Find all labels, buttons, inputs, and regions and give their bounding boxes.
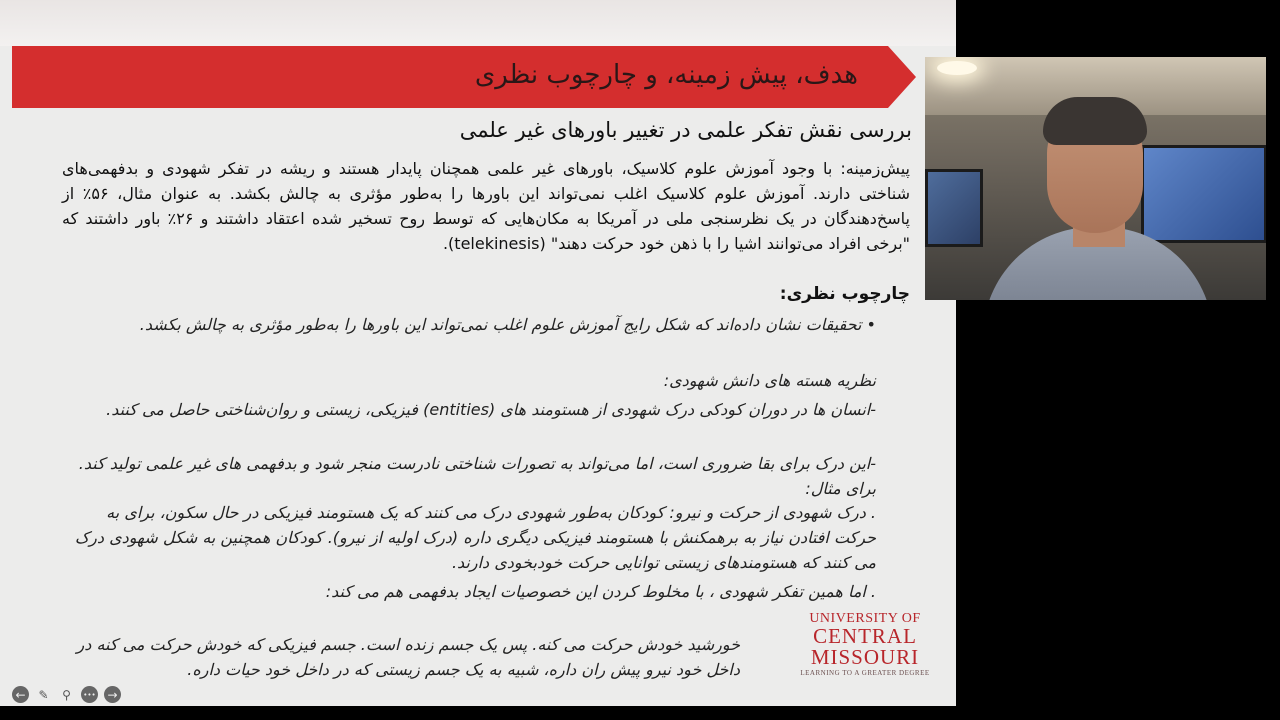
more-icon[interactable]: ••• — [81, 686, 98, 703]
core-knowledge-line-1: -انسان ها در دوران کودکی درک شهودی از هستومند های (entities) فیزیکی، زیستی و روان‌شناختی حاصل می کنند. — [106, 400, 876, 419]
logo-line-2a: CENTRAL — [813, 624, 917, 648]
presenter-hair — [1043, 97, 1147, 145]
webcam-right-screen — [1141, 145, 1266, 243]
framework-heading: چارچوب نظری: — [779, 284, 910, 304]
core-knowledge-line-2: -این درک برای بقا ضروری است، اما می‌تواند به تصورات شناختی نادرست منجر شود و بدفهمی های غیر علمی تولید کند. برای مثال: — [78, 454, 876, 498]
zoom-icon[interactable]: ⚲ — [62, 687, 71, 702]
sun-example: خورشید خودش حرکت می کنه. پس یک جسم زنده است. جسم فیزیکی که خودش حرکت می کنه در داخل خود نیرو پیش ران داره، شبیه به یک جسم زیستی که در داخل خود حیات داره. — [76, 635, 740, 679]
webcam-left-screen — [925, 169, 983, 247]
webcam-video — [925, 57, 1266, 300]
back-arrow-icon[interactable]: ← — [12, 686, 29, 703]
slide-header-pattern — [0, 0, 956, 46]
pen-icon[interactable]: ✎ — [38, 687, 49, 702]
example-misconception: . اما همین تفکر شهودی ، با مخلوط کردن این خصوصیات ایجاد بدفهمی هم می کند: — [325, 582, 876, 601]
logo-line-1: UNIVERSITY OF — [809, 611, 921, 626]
title-banner — [12, 46, 888, 108]
example-motion-force: . درک شهودی از حرکت و نیرو: کودکان به‌طور شهودی درک می کنند که یک هستومند فیزیکی در حال سکون، برای به حرکت افتادن نیاز به برهمکنش با هستومند فیزیکی دیگری داره (درک اولیه از نیرو). کودکان همچنین به شکل شهودی درک می کنند که هستومندهای زیستی توانایی حرکت خودبخودی دارند. — [74, 503, 876, 572]
slide-title: هدف، پیش زمینه، و چارچوب نظری — [474, 60, 858, 90]
webcam-lamp — [937, 61, 977, 75]
slide-subtitle: بررسی نقش تفکر علمی در تغییر باورهای غیر علمی — [459, 118, 912, 142]
background-paragraph: پیش‌زمینه: با وجود آموزش علوم کلاسیک، باورهای غیر علمی همچنان پایدار هستند و ریشه در تفکر شهودی و بدفهمی‌های شناختی دارند. آموزش علوم کلاسیک اغلب نمی‌تواند این باورها را به‌طور مؤثری به چالش بکشد. به عنوان مثال، ۵۶٪ از پاسخ‌دهندگان در یک نظرسنجی ملی در آمریکا به مکان‌هایی که توسط روح تسخیر شده اعتقاد داشتند و ۲۶٪ باور داشتند که "برخی افراد می‌توانند اشیا را با ذهن خود حرکت دهند" (telekinesis). — [62, 159, 910, 253]
core-knowledge-heading: نظریه هسته های دانش شهودی: — [663, 371, 876, 390]
forward-arrow-icon[interactable]: → — [104, 686, 121, 703]
framework-bullet: • تحقیقات نشان داده‌اند که شکل رایج آموزش علوم اغلب نمی‌تواند این باورها را به‌طور مؤثری به چالش بکشد. — [139, 315, 876, 334]
slide-toolbar — [12, 686, 121, 703]
title-banner-arrow — [888, 46, 916, 108]
ucm-logo — [800, 612, 930, 677]
logo-tagline: LEARNING TO A GREATER DEGREE — [800, 669, 930, 677]
logo-line-2b: MISSOURI — [810, 645, 920, 669]
